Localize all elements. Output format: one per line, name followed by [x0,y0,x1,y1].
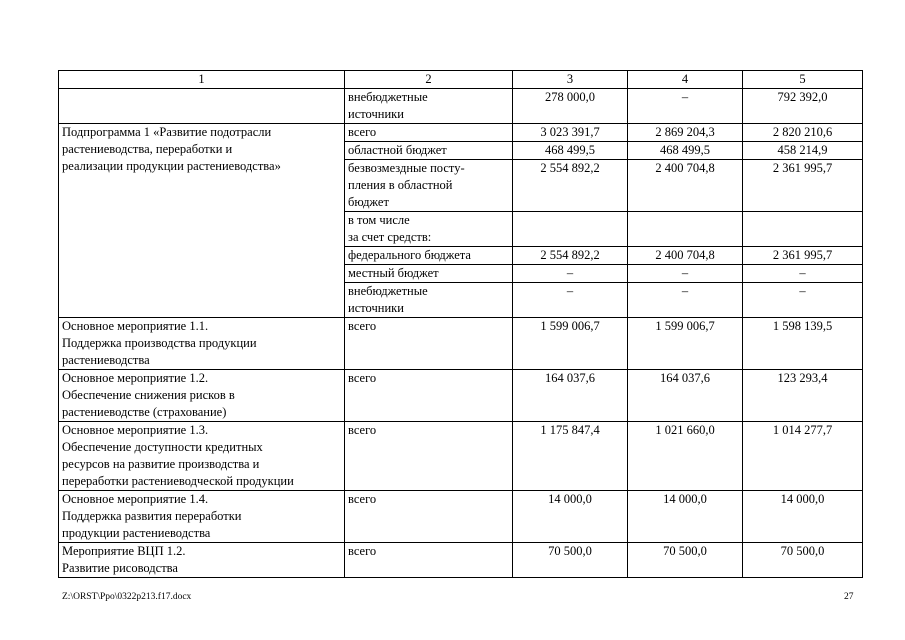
cell-line: всего [348,371,377,385]
value-cell: 278 000,0 [513,89,628,124]
table-row [59,491,863,543]
value-cell: 70 500,0 [743,543,863,578]
funding-source-cell [345,370,513,422]
value-cell: 14 000,0 [743,491,863,543]
value-cell: 2 554 892,2 [513,247,628,265]
funding-source-cell [345,265,513,283]
header-cell: 2 [345,71,513,89]
value-cell: 164 037,6 [628,370,743,422]
value-cell: 468 499,5 [628,142,743,160]
cell-line: всего [348,492,377,506]
value-cell: 2 554 892,2 [513,160,628,212]
cell-line: всего [348,319,377,333]
budget-table [58,70,863,578]
funding-source-cell [345,160,513,212]
table-row [59,89,863,124]
item-name-cell [59,124,345,318]
cell-line: источники [348,107,404,121]
value-cell: 70 500,0 [628,543,743,578]
cell-line: внебюджетные [348,284,428,298]
funding-source-cell [345,124,513,142]
header-cell: 5 [743,71,863,89]
value-cell [743,212,863,247]
cell-line: пления в областной [348,178,453,192]
item-name-cell [59,318,345,370]
table-row [59,370,863,422]
funding-source-cell [345,318,513,370]
cell-line: растениеводства, переработки и [62,142,233,156]
funding-source-cell [345,247,513,265]
value-cell: 1 014 277,7 [743,422,863,491]
cell-line: Мероприятие ВЦП 1.2. [62,544,186,558]
cell-line: Обеспечение снижения рисков в [62,388,235,402]
page-number: 27 [844,592,854,602]
cell-line: переработки растениеводческой продукции [62,474,294,488]
funding-source-cell [345,543,513,578]
cell-line: источники [348,301,404,315]
value-cell [513,212,628,247]
header-row [59,71,863,89]
value-cell: 792 392,0 [743,89,863,124]
header-cell: 3 [513,71,628,89]
cell-line: в том числе [348,213,410,227]
funding-source-cell [345,212,513,247]
cell-line: всего [348,125,377,139]
cell-line: безвозмездные посту- [348,161,465,175]
cell-line: Обеспечение доступности кредитных [62,440,263,454]
value-cell: 1 175 847,4 [513,422,628,491]
cell-line: растениеводства [62,353,150,367]
cell-line: федерального бюджета [348,248,471,262]
value-cell: 2 361 995,7 [743,247,863,265]
cell-line: Основное мероприятие 1.3. [62,423,209,437]
value-cell: 458 214,9 [743,142,863,160]
value-cell: 2 400 704,8 [628,247,743,265]
value-cell: 123 293,4 [743,370,863,422]
value-cell: 1 599 006,7 [513,318,628,370]
funding-source-cell [345,422,513,491]
value-cell: 164 037,6 [513,370,628,422]
value-cell: – [513,265,628,283]
table-row [59,124,863,142]
header-cell: 1 [59,71,345,89]
cell-line: растениеводстве (страхование) [62,405,227,419]
table-row [59,318,863,370]
cell-line: за счет средств: [348,230,432,244]
cell-line: всего [348,423,377,437]
cell-line: Подпрограмма 1 «Развитие подотрасли [62,125,272,139]
funding-source-cell [345,89,513,124]
table-row [59,422,863,491]
table-row [59,543,863,578]
value-cell: 14 000,0 [513,491,628,543]
value-cell: 14 000,0 [628,491,743,543]
item-name-cell [59,491,345,543]
cell-line: Поддержка производства продукции [62,336,257,350]
value-cell [628,212,743,247]
cell-line: областной бюджет [348,143,447,157]
value-cell: – [743,265,863,283]
value-cell: 2 820 210,6 [743,124,863,142]
cell-line: Поддержка развития переработки [62,509,242,523]
cell-line: реализации продукции растениеводства» [62,159,281,173]
item-name-cell [59,89,345,124]
value-cell: 2 869 204,3 [628,124,743,142]
value-cell: 2 400 704,8 [628,160,743,212]
cell-line: ресурсов на развитие производства и [62,457,260,471]
value-cell: – [513,283,628,318]
value-cell: 1 021 660,0 [628,422,743,491]
value-cell: 3 023 391,7 [513,124,628,142]
cell-line: продукции растениеводства [62,526,211,540]
value-cell: 2 361 995,7 [743,160,863,212]
value-cell: – [628,283,743,318]
funding-source-cell [345,491,513,543]
cell-line: Развитие рисоводства [62,561,178,575]
value-cell: 1 599 006,7 [628,318,743,370]
cell-line: Основное мероприятие 1.4. [62,492,209,506]
file-path: Z:\ORST\Ppo\0322p213.f17.docx [62,592,192,602]
item-name-cell [59,370,345,422]
value-cell: – [628,265,743,283]
funding-source-cell [345,142,513,160]
value-cell: – [628,89,743,124]
cell-line: Основное мероприятие 1.2. [62,371,209,385]
value-cell: 1 598 139,5 [743,318,863,370]
cell-line: Основное мероприятие 1.1. [62,319,209,333]
cell-line: всего [348,544,377,558]
value-cell: 468 499,5 [513,142,628,160]
funding-source-cell [345,283,513,318]
value-cell: – [743,283,863,318]
header-cell: 4 [628,71,743,89]
cell-line: местный бюджет [348,266,439,280]
value-cell: 70 500,0 [513,543,628,578]
cell-line: бюджет [348,195,389,209]
item-name-cell [59,543,345,578]
item-name-cell [59,422,345,491]
cell-line: внебюджетные [348,90,428,104]
